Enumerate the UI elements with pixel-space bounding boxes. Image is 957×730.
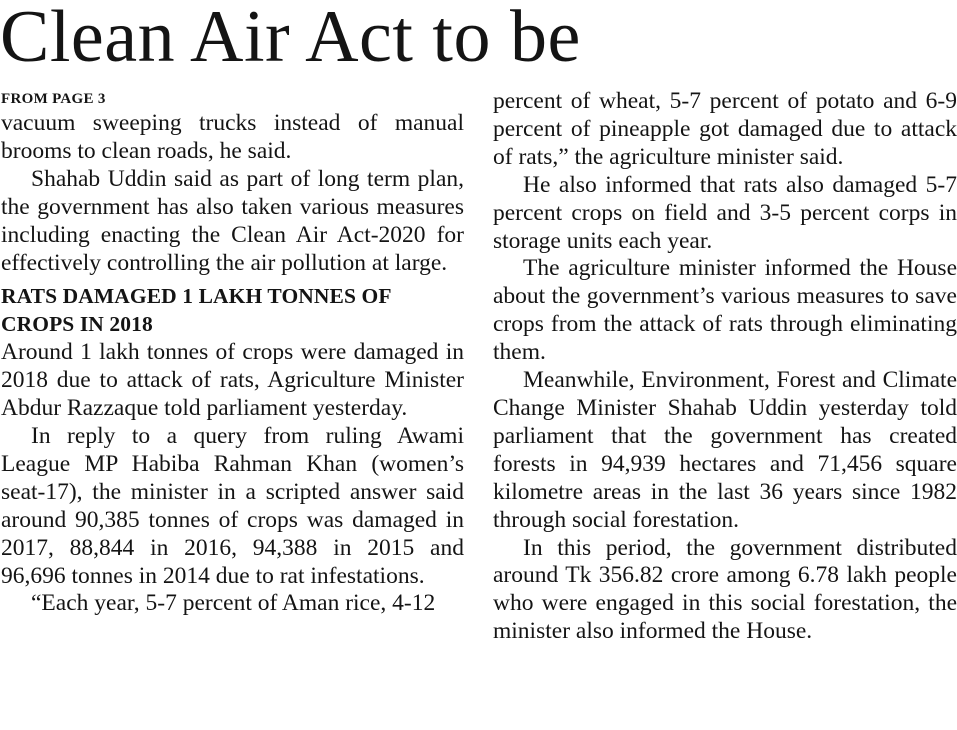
paragraph: In this period, the government distributed around Tk 356.82 crore among 6.78 lakh people who were engaged in this social forestation, the minister also informed the House. (493, 534, 957, 645)
paragraph: Meanwhile, Environment, Forest and Climate Change Minister Shahab Uddin yesterday told parliament that the government has created forests in 94,939 hectares and 71,456 square kilometre areas in the last 36 years since 1982 through social forestation. (493, 367, 957, 533)
paragraph: In reply to a query from ruling Awami League MP Habiba Rahman Khan (women’s seat-17), the minister in a scripted answer said around 90,385 tonnes of crops was damaged in 2017, 88,844 in 2016, 94,388 in 2015 and 96,696 tonnes in 2014 due to rat infestations. (1, 422, 464, 589)
article-column-right (493, 88, 957, 646)
article-column-left (1, 88, 464, 618)
jump-label: FROM PAGE 3 (1, 91, 106, 107)
paragraph: vacuum sweeping trucks instead of manual brooms to clean roads, he said. (1, 110, 464, 164)
paragraph: He also informed that rats also damaged 5-7 percent crops on field and 3-5 percent corps in storage units each year. (493, 171, 957, 254)
subheading: RATS DAMAGED 1 LAKH TONNES OF CROPS IN 2018 (1, 284, 391, 337)
paragraph: Shahab Uddin said as part of long term plan, the government has also taken various measures including enacting the Clean Air Act-2020 for effectively controlling the air pollution at large. (1, 165, 464, 276)
paragraph: Around 1 lakh tonnes of crops were damaged in 2018 due to attack of rats, Agriculture Minister Abdur Razzaque told parliament yesterday. (1, 339, 464, 422)
paragraph: The agriculture minister informed the House about the government’s various measures to save crops from the attack of rats through eliminating them. (493, 255, 957, 366)
paragraph: percent of wheat, 5-7 percent of potato and 6-9 percent of pineapple got damaged due to attack of rats,” the agriculture minister said. (493, 88, 957, 170)
paragraph: “Each year, 5-7 percent of Aman rice, 4-12 (31, 590, 436, 617)
headline: Clean Air Act to be (0, 0, 581, 78)
